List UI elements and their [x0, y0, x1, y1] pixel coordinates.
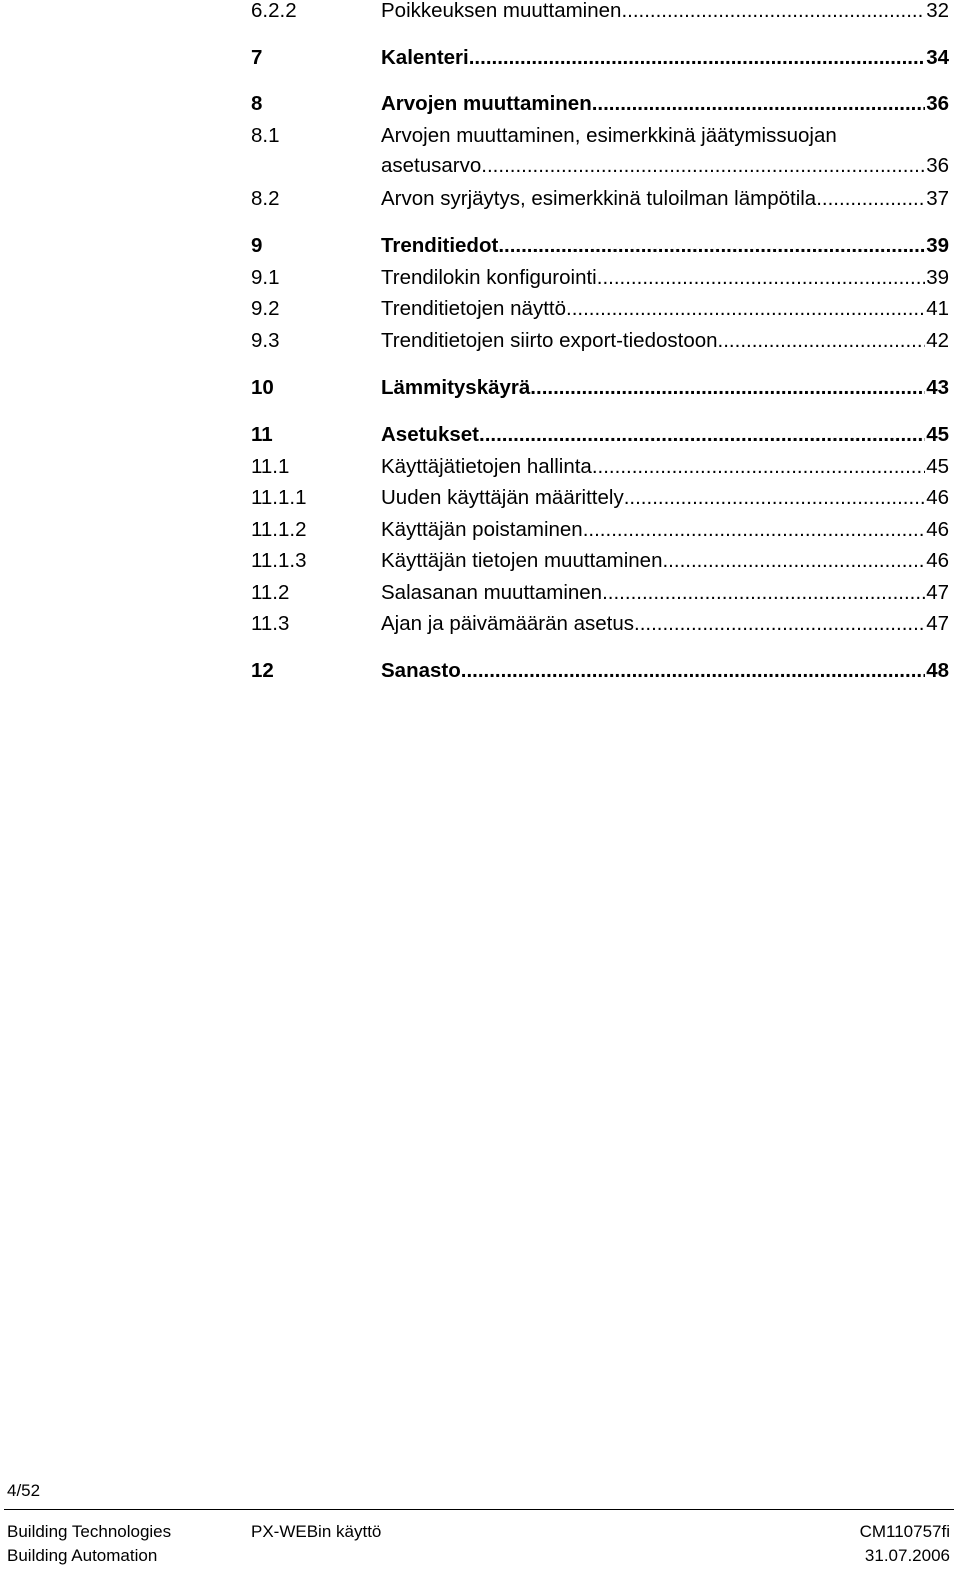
toc-number: 9.2: [251, 297, 280, 320]
toc-page: 43: [926, 376, 949, 399]
dot-leader: [592, 89, 925, 119]
toc-title: Poikkeuksen muuttaminen: [381, 0, 622, 22]
dot-leader: [602, 578, 925, 608]
toc-number: 11.1.2: [251, 518, 307, 541]
toc-number: 9.1: [251, 266, 280, 289]
toc-title: Käyttäjän poistaminen: [381, 518, 583, 541]
toc-page: 36: [926, 154, 949, 177]
dot-leader: [566, 294, 925, 324]
toc-entry[interactable]: [251, 452, 949, 482]
toc-entry[interactable]: [251, 294, 949, 324]
toc-title: Trenditietojen siirto export-tiedostoon: [381, 329, 718, 352]
toc-entry[interactable]: [251, 326, 949, 356]
toc-page: 47: [926, 581, 949, 604]
toc-title: Käyttäjätietojen hallinta: [381, 455, 592, 478]
toc-title: Asetukset: [381, 423, 479, 446]
dot-leader: [634, 609, 925, 639]
dot-leader: [816, 184, 925, 214]
dot-leader: [583, 515, 925, 545]
footer-company-line2: Building Automation: [7, 1546, 158, 1565]
toc-page: 41: [926, 297, 949, 320]
toc-entry[interactable]: [251, 483, 949, 513]
toc-number: 11.3: [251, 612, 290, 635]
toc-chapter[interactable]: [251, 231, 949, 261]
dot-leader: [469, 43, 925, 73]
toc-entry[interactable]: [251, 0, 949, 26]
footer-document-title: PX-WEBin käyttö: [251, 1522, 382, 1541]
toc-page: 32: [926, 0, 949, 22]
dot-leader: [624, 483, 925, 513]
toc-page: 48: [926, 659, 949, 682]
dot-leader: [662, 546, 925, 576]
toc-page: 36: [926, 92, 949, 115]
toc-entry[interactable]: [251, 121, 949, 185]
page-number: 4/52: [7, 1481, 41, 1500]
dot-leader: [592, 452, 925, 482]
toc-title: Lämmityskäyrä: [381, 376, 531, 399]
toc-page: 45: [926, 455, 949, 478]
toc-number: 11.1: [251, 455, 290, 478]
toc-page: 34: [926, 46, 949, 69]
toc-chapter[interactable]: [251, 43, 949, 73]
toc-page: 47: [926, 612, 949, 635]
toc-page: 42: [926, 329, 949, 352]
toc-title: Uuden käyttäjän määrittely: [381, 486, 624, 509]
toc-number: 10: [251, 376, 274, 399]
toc-page: 37: [926, 187, 949, 210]
dot-leader: [461, 656, 925, 686]
toc-page: 45: [926, 423, 949, 446]
toc-entry[interactable]: [251, 263, 949, 293]
toc-number: 9: [251, 234, 263, 257]
toc-page: 39: [926, 234, 949, 257]
dot-leader: [597, 263, 925, 293]
toc-title: Kalenteri: [381, 46, 469, 69]
toc-page: 39: [926, 266, 949, 289]
toc-number: 9.3: [251, 329, 280, 352]
toc-title: Trendilokin konfigurointi: [381, 266, 597, 289]
toc-entry[interactable]: [251, 609, 949, 639]
toc-title: Trenditietojen näyttö: [381, 297, 566, 320]
toc-title: Trenditiedot: [381, 234, 499, 257]
toc-title: Sanasto: [381, 659, 461, 682]
footer-date: 31.07.2006: [864, 1546, 950, 1565]
toc-number: 12: [251, 659, 274, 682]
footer-divider: [4, 1509, 954, 1510]
toc-title: Ajan ja päivämäärän asetus: [381, 612, 634, 635]
toc-number: 11: [251, 423, 273, 446]
dot-leader: [621, 0, 925, 26]
toc-entry[interactable]: [251, 578, 949, 608]
toc-chapter[interactable]: [251, 656, 949, 686]
dot-leader: [530, 373, 925, 403]
toc-number: 8.1: [251, 124, 280, 147]
toc-page: 46: [926, 486, 949, 509]
toc-number: 11.1.1: [251, 486, 307, 509]
toc-number: 11.2: [251, 581, 290, 604]
toc-chapter[interactable]: [251, 89, 949, 119]
toc-page: 46: [926, 549, 949, 572]
dot-leader: [481, 151, 925, 181]
dot-leader: [498, 231, 925, 261]
footer-company-line1: Building Technologies: [7, 1522, 172, 1541]
toc-chapter[interactable]: [251, 373, 949, 403]
toc-title: Arvojen muuttaminen, esimerkkinä jäätymissuojan: [381, 124, 837, 147]
toc-number: 6.2.2: [251, 0, 297, 22]
toc-title: Salasanan muuttaminen: [381, 581, 603, 604]
toc-title: Arvojen muuttaminen: [381, 92, 592, 115]
toc-page: 46: [926, 518, 949, 541]
footer-document-code: CM110757fi: [859, 1522, 950, 1541]
dot-leader: [718, 326, 926, 356]
dot-leader: [479, 420, 925, 450]
toc-entry[interactable]: [251, 546, 949, 576]
toc-title-continued: asetusarvo: [381, 154, 482, 177]
toc-number: 8.2: [251, 187, 280, 210]
toc-title: Arvon syrjäytys, esimerkkinä tuloilman lämpötila: [381, 187, 817, 210]
toc-title: Käyttäjän tietojen muuttaminen: [381, 549, 663, 572]
toc-entry[interactable]: [251, 184, 949, 214]
toc-number: 8: [251, 92, 263, 115]
toc-number: 11.1.3: [251, 549, 307, 572]
toc-number: 7: [251, 46, 263, 69]
toc-chapter[interactable]: [251, 420, 949, 450]
toc-entry[interactable]: [251, 515, 949, 545]
